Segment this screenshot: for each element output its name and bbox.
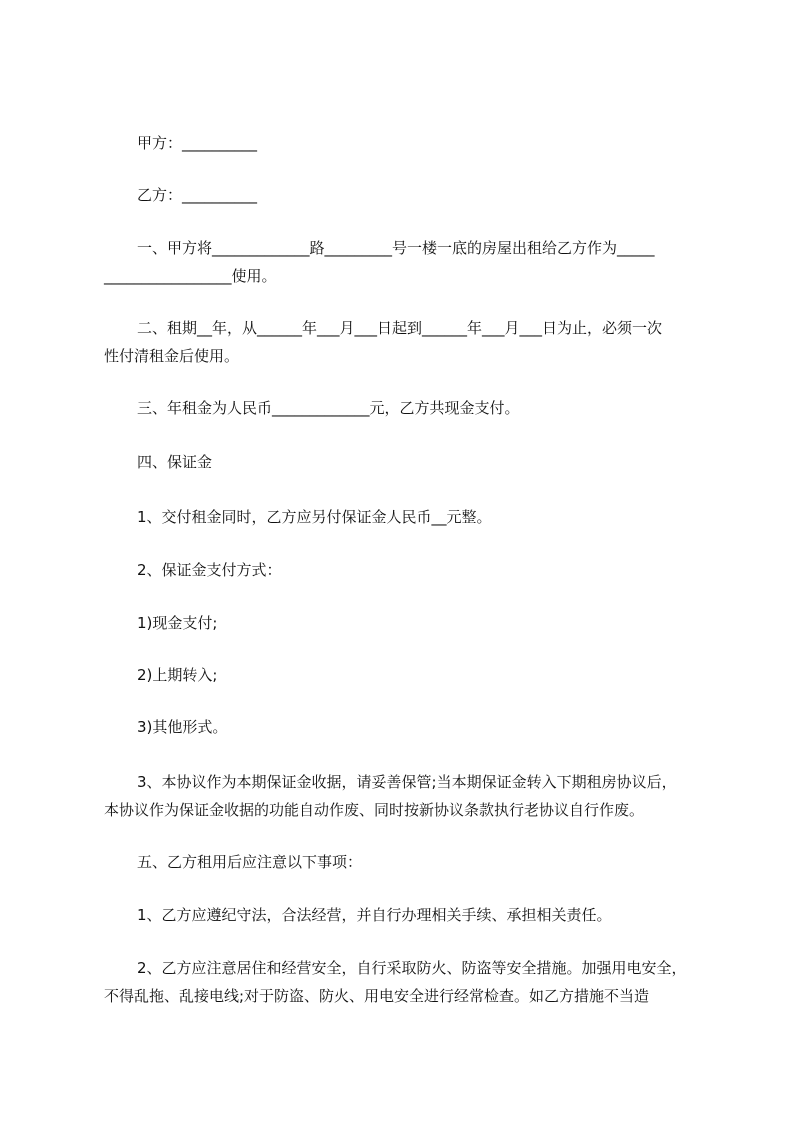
clause4-item3-line2: 本协议作为保证金收据的功能自动作废、同时按新协议条款执行老协议自行作废。 — [104, 801, 645, 819]
clause5-heading: 五、乙方租用后应注意以下事项： — [137, 853, 363, 871]
party-a-line: 甲方：__________ — [137, 134, 258, 152]
clause4-item3-line1: 3、本协议作为本期保证金收据，请妥善保管;当本期保证金转入下期租房协议后， — [137, 773, 677, 791]
clause4-sub3: 3)其他形式。 — [137, 718, 228, 736]
clause3-line: 三、年租金为人民币_____________元，乙方共现金支付。 — [137, 399, 520, 417]
clause2-line1: 二、租期__年，从______年___月___日起到______年___月___日为止，必须一次 — [137, 319, 663, 337]
clause1-line1: 一、甲方将_____________路_________号一楼一底的房屋出租给乙方作为_____ — [137, 239, 655, 257]
clause5-item1: 1、乙方应遵纪守法，合法经营，并自行办理相关手续、承担相关责任。 — [137, 906, 612, 924]
clause4-heading: 四、保证金 — [137, 453, 213, 471]
clause4-item2: 2、保证金支付方式： — [137, 561, 282, 579]
clause4-item1: 1、交付租金同时，乙方应另付保证金人民币__元整。 — [137, 508, 492, 526]
clause4-sub2: 2)上期转入; — [137, 666, 218, 684]
clause1-line2: _________________使用。 — [104, 267, 277, 285]
party-b-line: 乙方：__________ — [137, 186, 258, 204]
clause5-item2-line2: 不得乱拖、乱接电线;对于防盗、防火、用电安全进行经常检查。如乙方措施不当造 — [104, 987, 650, 1005]
clause5-item2-line1: 2、乙方应注意居住和经营安全，自行采取防火、防盗等安全措施。加强用电安全， — [137, 959, 687, 977]
clause2-line2: 性付清租金后使用。 — [104, 347, 240, 365]
clause4-sub1: 1)现金支付; — [137, 614, 218, 632]
